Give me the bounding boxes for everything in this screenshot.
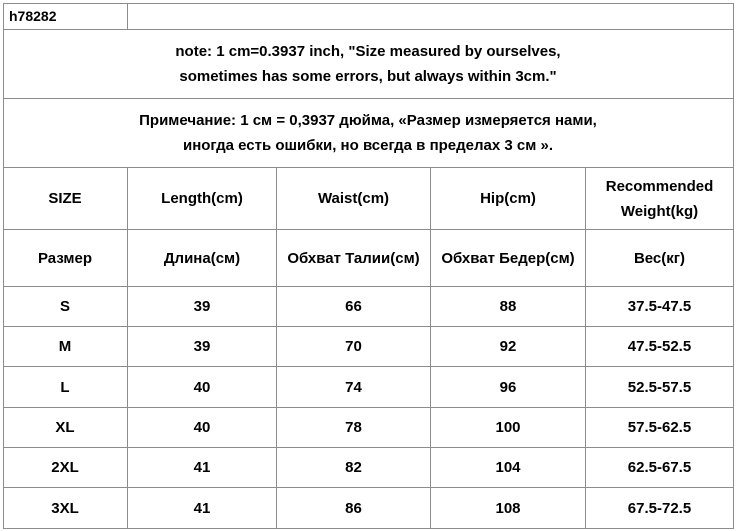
cell-waist: 74: [277, 367, 431, 408]
product-code: h78282: [3, 3, 128, 30]
cell-waist: 66: [277, 287, 431, 327]
header-weight: [586, 168, 734, 230]
header-length-ru: Длина(см): [128, 230, 277, 287]
cell-waist: 82: [277, 448, 431, 488]
header-waist-ru: Обхват Талии(см): [277, 230, 431, 287]
empty-cell: [128, 3, 734, 30]
cell-hip: 108: [431, 488, 586, 529]
cell-hip: 96: [431, 367, 586, 408]
note-english-line1: note: 1 cm=0.3937 inch, "Size measured by ourselves,: [175, 43, 561, 60]
note-russian-line2: иногда есть ошибки, но всегда в пределах 3 см ».: [182, 137, 554, 154]
cell-hip: 104: [431, 448, 586, 488]
cell-length: 40: [128, 367, 277, 408]
cell-waist: 78: [277, 408, 431, 448]
cell-waist: 86: [277, 488, 431, 529]
header-weight-ru: Вес(кг): [586, 230, 734, 287]
cell-length: 41: [128, 488, 277, 529]
note-russian: [3, 99, 734, 168]
cell-length: 41: [128, 448, 277, 488]
cell-length: 39: [128, 287, 277, 327]
cell-weight: 57.5-62.5: [586, 408, 734, 448]
cell-waist: 70: [277, 327, 431, 367]
cell-weight: 47.5-52.5: [586, 327, 734, 367]
header-weight-line1: Recommended: [605, 177, 714, 195]
note-english-line2: sometimes has some errors, but always within 3cm.": [179, 68, 557, 85]
cell-size: L: [3, 367, 128, 408]
cell-weight: 67.5-72.5: [586, 488, 734, 529]
cell-size: 2XL: [3, 448, 128, 488]
header-hip-ru: Обхват Бедер(см): [431, 230, 586, 287]
header-hip: Hip(cm): [431, 168, 586, 230]
cell-size: XL: [3, 408, 128, 448]
cell-size: S: [3, 287, 128, 327]
size-chart-table: [3, 3, 734, 529]
note-english: [3, 30, 734, 99]
cell-length: 40: [128, 408, 277, 448]
cell-hip: 92: [431, 327, 586, 367]
cell-weight: 62.5-67.5: [586, 448, 734, 488]
header-waist: Waist(cm): [277, 168, 431, 230]
header-size-ru: Размер: [3, 230, 128, 287]
cell-size: 3XL: [3, 488, 128, 529]
header-size: SIZE: [3, 168, 128, 230]
cell-weight: 52.5-57.5: [586, 367, 734, 408]
cell-size: M: [3, 327, 128, 367]
cell-hip: 88: [431, 287, 586, 327]
cell-weight: 37.5-47.5: [586, 287, 734, 327]
header-weight-line2: Weight(kg): [620, 202, 699, 220]
cell-hip: 100: [431, 408, 586, 448]
note-russian-line1: Примечание: 1 см = 0,3937 дюйма, «Размер измеряется нами,: [139, 112, 597, 129]
header-length: Length(cm): [128, 168, 277, 230]
cell-length: 39: [128, 327, 277, 367]
